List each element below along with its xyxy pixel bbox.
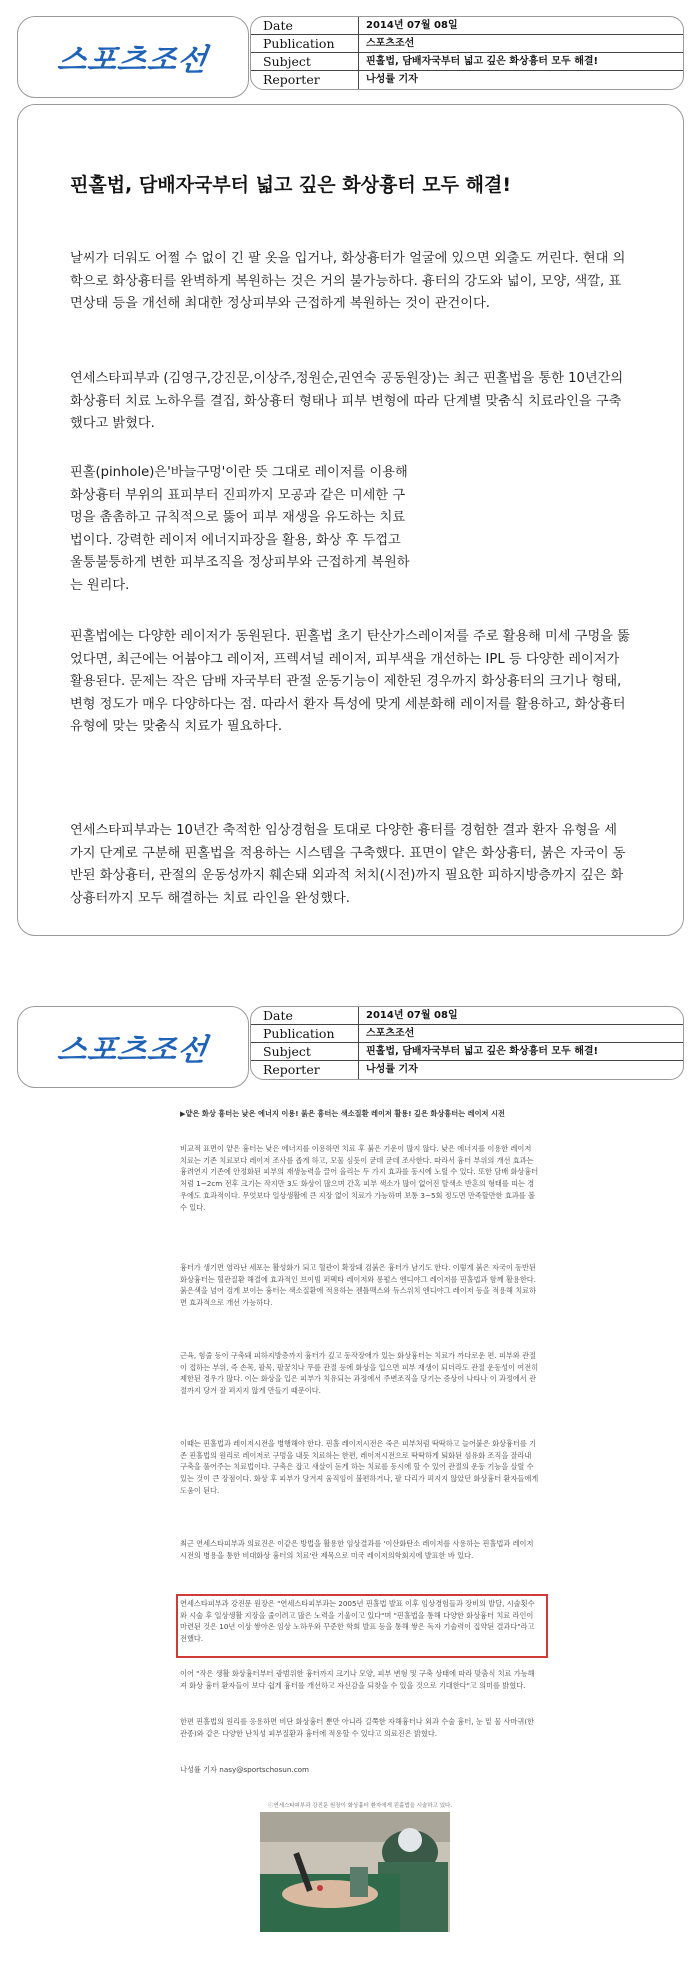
subject-label: Subject <box>263 54 311 69</box>
logo-box-bottom <box>17 1006 249 1088</box>
publication-label: Publication <box>263 36 335 51</box>
meta-row-date <box>251 17 683 35</box>
article-headline: 핀홀법, 담배자국부터 넓고 깊은 화상흉터 모두 해결! <box>70 174 512 196</box>
article-paragraph: 날씨가 더워도 어쩔 수 없이 긴 팔 옷을 입거나, 화상흉터가 얼굴에 있으면 외출도 꺼린다. 현대 의학으로 화상흉터를 완벽하게 복원하는 것은 거의 불가능하다. 흉터의 강도와 넓이, 모양, 색깔, 표면상태 등을 개선해 최대한 정상피부와 근접하게 복원하는 것이 관건이다. <box>70 251 626 311</box>
meta-row-reporter <box>251 1061 683 1078</box>
meta-row-publication <box>251 1025 683 1043</box>
reporter-label: Reporter <box>263 1062 320 1077</box>
sportschosun-logo: 스포츠조선 <box>55 43 210 78</box>
subject-value: 핀홀법, 담배자국부터 넓고 깊은 화상흉터 모두 해결! <box>366 1046 599 1057</box>
scan-paragraph: 이때는 핀홀법과 레이저시전을 병행해야 한다. 핀홀 레이저시전은 죽은 피부처럼 딱딱하고 늘어붙은 화상흉터를 기존 핀홀법의 원리로 레이저로 구멍을 내듯 치료하는 한편, 레이저시전으로 딱딱하게 퇴화된 섬유화 조직을 잘라내 구축을 풀어주는 치료법이다. 구축은 잡고 새살이 돋게 하는 치료를 동시에 할 수 있어 관절의 운동 기능을 살릴 수 있는 것이 큰 장점이다. 화상 후 피부가 당겨져 움직임이 불편하거나, 팔 다리가 펴지지 않았던 화상흉터 환자들에게 도움이 된다. <box>180 1439 539 1495</box>
meta-row-date <box>251 1007 683 1025</box>
reporter-label: Reporter <box>263 72 320 87</box>
treatment-photo <box>260 1812 450 1932</box>
article-paragraph: 핀홀법에는 다양한 레이저가 동원된다. 핀홀법 초기 탄산가스레이저를 주로 활용해 미세 구멍을 뚫었다면, 최근에는 어븀야그 레이저, 프렉셔널 레이저, 피부색을 개선하는 IPL 등 다양한 레이저가 활용된다. 문제는 작은 담배 자국부터 관절 운동기능이 제한된 경우까지 화상흉터의 크기나 형태, 변형 정도가 매우 다양하다는 점. 따라서 환자 특성에 맞게 세분화해 레이저를 활용하고, 화상흉터 유형에 맞는 맞춤식 치료가 필요하다. <box>70 629 630 734</box>
scan-paragraph: 최근 연세스타피부과 의료진은 이같은 방법을 활용한 임상결과를 '이산화탄소 레이저를 사용하는 핀홀법과 레이저 시전의 병용을 통한 비대화상 흉터의 치료'란 제목으로 미국 레이저의학회지에 발표한 바 있다. <box>180 1539 534 1560</box>
publication-value: 스포츠조선 <box>366 38 415 49</box>
article-paragraph: 연세스타피부과는 10년간 축적한 임상경험을 토대로 다양한 흉터를 경험한 결과 환자 유형을 세 가지 단계로 구분해 핀홀법을 적용하는 시스템을 구축했다. 표면이 얕은 화상흉터, 붉은 자국이 동반된 화상흉터, 관절의 운동성까지 훼손돼 외과적 처치(시전)까지 필요한 피하지방층까지 깊은 화상흉터까지 모두 해결하는 치료 라인을 완성했다. <box>70 823 626 906</box>
reporter-byline: 나성률 기자 nasy@sportschosun.com <box>180 1765 310 1774</box>
reporter-value: 나성률 기자 <box>366 1064 418 1075</box>
scan-paragraph: 한편 핀홀법의 원리를 응용하면 비단 화상흉터 뿐만 아니라 길쭉한 자해흉터나 외과 수술 흉터, 눈 밑 물 사마귀(한관종)와 같은 다양한 난치성 피부질환과 흉터에 적용할 수 있다고 의료진은 밝혔다. <box>180 1717 535 1738</box>
publication-value: 스포츠조선 <box>366 1028 415 1039</box>
scan-lead: ▶얕은 화상 흉터는 낮은 에너지 이용! 붉은 흉터는 색소질환 레이저 활용! 깊은 화상흉터는 레이저 시전 <box>180 1109 505 1118</box>
subject-value: 핀홀법, 담배자국부터 넓고 깊은 화상흉터 모두 해결! <box>366 56 599 67</box>
article-paragraph: 연세스타피부과 (김영구,강진문,이상주,정원순,권연숙 공동원장)는 최근 핀홀법을 통한 10년간의 화상흉터 치료 노하우를 결집, 화상흉터 형태나 피부 변형에 따라 단계별 맞춤식 치료라인을 구축했다고 밝혔다. <box>70 371 624 431</box>
meta-table-bottom <box>250 1006 684 1080</box>
article-paragraph: 핀홀(pinhole)은'바늘구멍'이란 뜻 그대로 레이저를 이용해 화상흉터 부위의 표피부터 진피까지 모공과 같은 미세한 구멍을 촘촘하고 규칙적으로 뚫어 피부 재생을 유도하는 치료법이다. 강력한 레이저 에너지파장을 활용, 화상 후 두껍고 울퉁불퉁하게 변한 피부조직을 정상피부와 근접하게 복원하는 원리다. <box>70 465 410 593</box>
scan-paragraph: 흉터가 생기면 염라난 세포는 활성화가 되고 혈관이 확장돼 검붉은 흉터가 남기도 한다. 이렇게 붉은 자국이 동반된 화상흉터는 혈관질환 해결에 효과적인 브이빔 퍼펙타 레이저와 롱펄스 엔디야그 레이저를 핀홀법과 함께 활용한다. 붉은색을 넘어 검게 보이는 흉터는 색소질환에 적용하는 젠틀맥스와 듀스위치 엔디야그 레이저 등을 적용해 치료하면 효과적으로 개선 가능하다. <box>180 1263 537 1308</box>
logo-box-top <box>17 16 249 98</box>
meta-row-subject <box>251 53 683 71</box>
date-value: 2014년 07월 08일 <box>366 20 458 31</box>
meta-row-subject <box>251 1043 683 1061</box>
highlighted-quote: 연세스타피부과 강진문 원장은 "연세스타피부과는 2005년 핀홀법 발표 이후 임상경험들과 장비의 발달, 시술횟수와 시술 후 일상생활 지장을 줄이려고 많은 노력을 기울이고 있다"며 "핀홀법을 통해 다양한 화상흉터 치료 라인이 마련된 것은 10년 이상 쌓아온 임상 노하우와 꾸준한 학회 발표 등을 통해 쌓은 독자 기술력이 집약된 결과다"라고 전했다. <box>180 1599 535 1644</box>
meta-table-top <box>250 16 684 90</box>
reporter-value: 나성률 기자 <box>366 74 418 85</box>
date-label: Date <box>263 1008 293 1023</box>
meta-row-publication <box>251 35 683 53</box>
photo-caption: ⓒ연세스타피부과 강진문 원장이 화상흉터 환자에게 핀홀법을 시술하고 있다. <box>267 1803 453 1809</box>
subject-label: Subject <box>263 1044 311 1059</box>
publication-label: Publication <box>263 1026 335 1041</box>
date-label: Date <box>263 18 293 33</box>
scan-paragraph: 비교적 표면이 얕은 흉터는 낮은 에너지를 이용하면 치료 후 붉은 기운이 많지 않다. 낮은 에너지를 이용한 레이저 치료는 기존 치료보다 레이저 조사를 좁게 하고, 모물 심듯이 굳데 굳데 조사한다. 따라서 흉터 부위의 개선 효과는 흉려연지 기존에 안정화된 피부의 재생능력을 끌어 올리는 두 가지 효과를 동시에 노릴 수 있다. 또한 담배 화상흉터처럼 1~2cm 전후 크기는 작지만 3도 화상이 많으며 간혹 피부 색소가 많이 없어진 탈색소 반흔의 형태를 띠는 경우에도 효과적이다. 무엇보다 일상생활에 큰 지장 없이 치료가 가능하며 보통 3~5회 정도면 만족할만한 효과를 볼 수 있다. <box>180 1144 539 1212</box>
date-value: 2014년 07월 08일 <box>366 1010 458 1021</box>
meta-row-reporter <box>251 71 683 88</box>
sportschosun-logo: 스포츠조선 <box>55 1033 210 1068</box>
scan-paragraph: 근육, 힘줄 등이 구축돼 피하지방층까지 흉터가 깊고 동작장애가 있는 화상흉터는 치료가 까다로운 편. 피부와 관절이 접하는 부위, 즉 손목, 팔목, 팔꿈치나 무릎 관절 등에 화상을 입으면 피부 재생이 되더라도 관절 운동성이 여전히 제한된 경우가 많다. 이는 화상을 입은 피부가 치유되는 과정에서 주변조직을 당기는 증상이 나타나 이 과정에서 관절까지 당겨 잘 펴지지 않게 만들기 때문이다. <box>180 1351 539 1396</box>
scan-paragraph: 이어 "작은 생활 화상흉터부터 광범위한 흉터까지 크기나 모양, 피부 변형 및 구축 상태에 따라 맞춤식 치료 가능해져 화상 흉터 환자들이 보다 쉽게 흉터를 개선하고 자신감을 되찾을 수 있을 것으로 기대한다"고 의미를 밝혔다. <box>180 1669 535 1690</box>
